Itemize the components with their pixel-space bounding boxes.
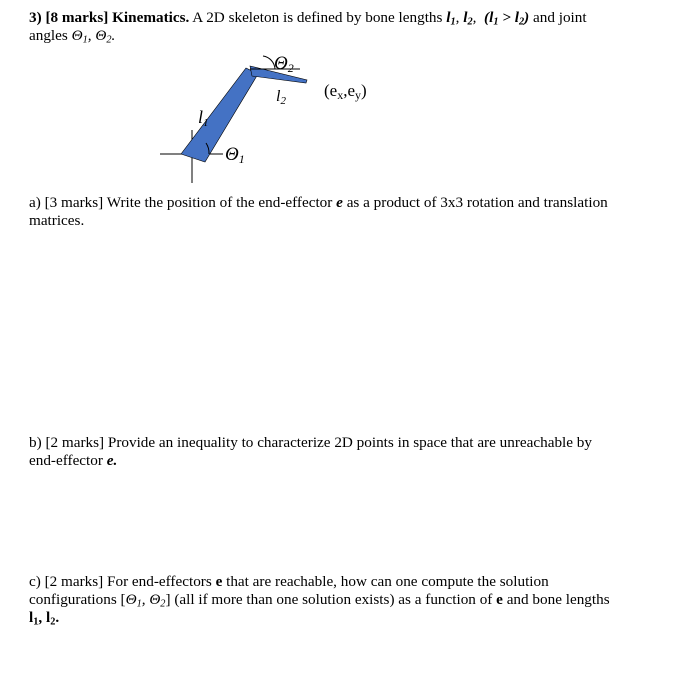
part-a-marks: [3 marks]: [44, 194, 104, 211]
end-effector-label: (ex,ey): [324, 81, 367, 102]
comma: ,: [87, 27, 92, 44]
part-c-line-2: [29, 591, 679, 609]
period: .: [113, 452, 118, 469]
skeleton-diagram: [0, 0, 691, 200]
greater-than: >: [498, 9, 515, 26]
period: .: [111, 27, 116, 44]
part-c: [29, 573, 679, 627]
theta1-sub: 1: [136, 598, 142, 610]
bone-l1: [181, 68, 258, 162]
part-c-line-1: [29, 573, 679, 591]
part-c-text: that are reachable, how can one compute the solution: [226, 573, 549, 590]
theta1-var: Θ: [71, 27, 83, 44]
part-b-label: b): [29, 434, 42, 451]
period: .: [55, 609, 60, 626]
part-b-text: Provide an inequality to characterize 2D points in space that are unreachable by: [107, 434, 592, 451]
theta2-sub: 2: [160, 598, 166, 610]
l1-var: l: [446, 9, 451, 26]
part-a-line-2: matrices.: [29, 212, 85, 229]
part-a-text: as a product of 3x3 rotation and translation: [346, 194, 608, 211]
theta2-label: Θ2: [274, 53, 294, 75]
paren-open: (: [484, 9, 490, 26]
theta2-var: Θ: [149, 591, 161, 608]
l2-label: l2: [276, 88, 286, 107]
paren-close: ): [524, 9, 530, 26]
l2-var: l: [46, 609, 51, 626]
part-a: [29, 194, 679, 230]
comma: ,: [455, 9, 460, 26]
theta1-var: Θ: [125, 591, 137, 608]
e-var: e: [106, 452, 114, 469]
l2-var: l: [514, 9, 519, 26]
e-var: e: [336, 194, 343, 211]
l1-var: l: [489, 9, 494, 26]
part-b-line-2: [29, 452, 679, 470]
part-c-text: configurations [: [29, 591, 126, 608]
part-a-text: Write the position of the end-effector: [106, 194, 333, 211]
part-c-text: and bone lengths: [506, 591, 610, 608]
e-var: e: [496, 591, 503, 608]
theta1-label: Θ1: [225, 144, 245, 166]
question-intro: A 2D skeleton is defined by bone lengths: [192, 9, 443, 26]
e-var: e: [215, 573, 223, 590]
part-c-marks: [2 marks]: [44, 573, 104, 590]
question-topic: Kinematics.: [112, 9, 190, 26]
part-a-label: a): [29, 194, 41, 211]
and-joint-text: and joint: [533, 9, 587, 26]
question-number: 3): [29, 9, 42, 26]
part-c-text: For end-effectors: [107, 573, 212, 590]
part-c-line-3: [29, 609, 679, 627]
l1-var: l: [29, 609, 34, 626]
part-a-line-1: [29, 194, 679, 212]
angles-text: angles: [29, 27, 68, 44]
theta1-sub: 1: [82, 34, 88, 46]
l1-label: l1: [198, 107, 209, 129]
l2-var: l: [463, 9, 468, 26]
part-b: [29, 434, 679, 470]
part-b-line-1: [29, 434, 679, 452]
part-b-text: end-effector: [29, 452, 103, 469]
question-marks: [8 marks]: [45, 9, 109, 26]
l1-sub: 1: [493, 16, 499, 28]
part-b-marks: [2 marks]: [45, 434, 105, 451]
l2-sub: 2: [518, 16, 525, 28]
comma: ,: [141, 591, 146, 608]
theta2-var: Θ: [95, 27, 107, 44]
l1-sub: 1: [450, 16, 456, 28]
comma: ,: [38, 609, 46, 626]
comma: ,: [472, 9, 477, 26]
part-c-label: c): [29, 573, 41, 590]
part-c-text: ] (all if more than one solution exists) as a function of: [165, 591, 493, 608]
l1-sub: 1: [33, 616, 39, 628]
theta2-sub: 2: [106, 34, 112, 46]
l2-sub: 2: [467, 16, 473, 28]
l2-sub: 2: [50, 616, 56, 628]
